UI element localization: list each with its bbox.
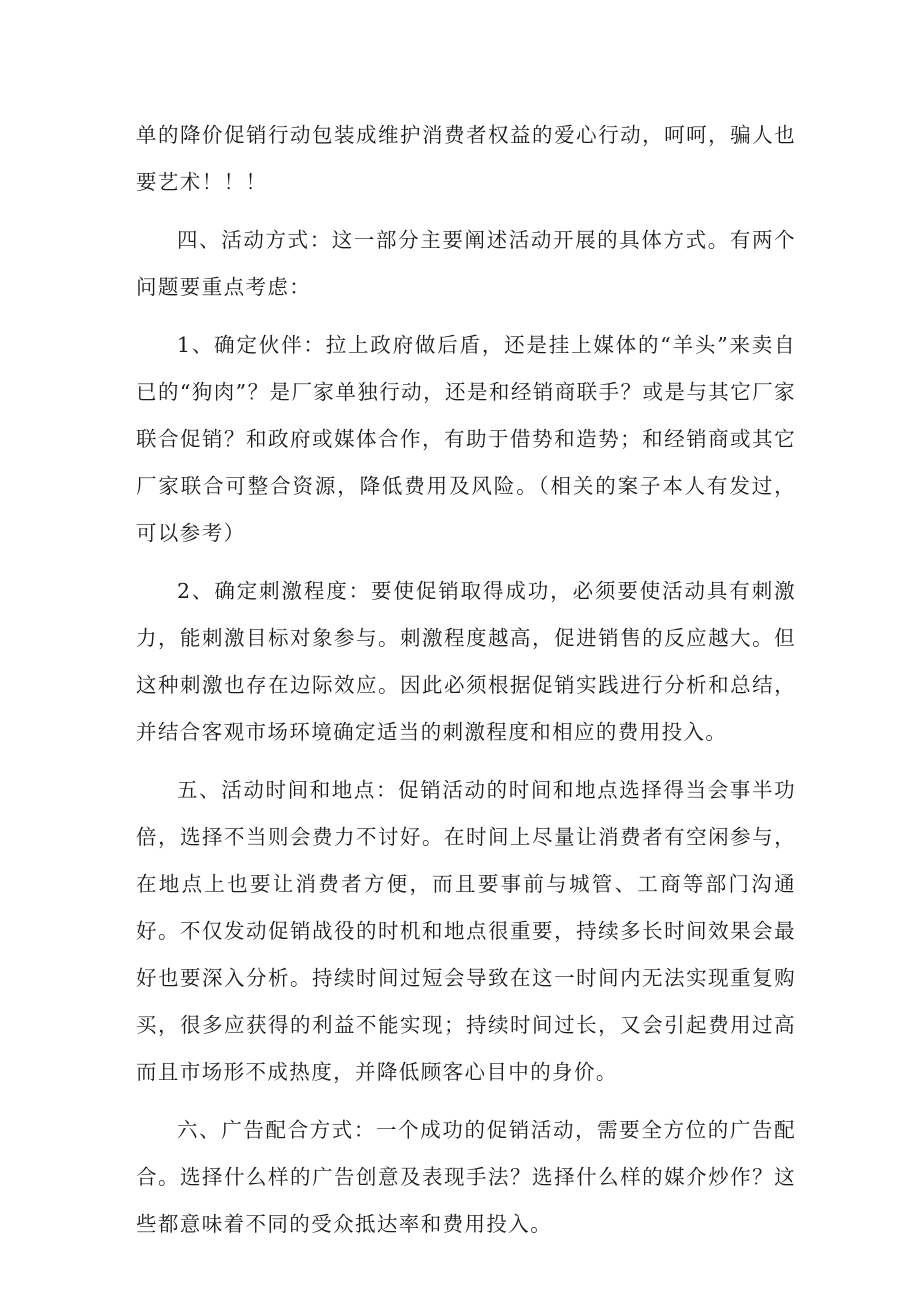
document-page <box>136 112 796 1259</box>
paragraph-time-and-place: 五、活动时间和地点：促销活动的时间和地点选择得当会事半功倍，选择不当则会费力不讨好。在时间上尽量让消费者有空闲参与，在地点上也要让消费者方便，而且要事前与城管、工商等部门沟通好。不仅发动促销战役的时机和地点很重要，持续多长时间效果会最好也要深入分析。持续时间过短会导致在这一时间内无法实现重复购买，很多应获得的利益不能实现；持续时间过长，又会引起费用过高而且市场形不成热度，并降低顾客心目中的身价。 <box>136 778 796 1084</box>
paragraph-stimulus-level: 2、确定刺激程度：要使促销取得成功，必须要使活动具有刺激力，能刺激目标对象参与。刺激程度越高，促进销售的反应越大。但这种刺激也存在边际效应。因此必须根据促销实践进行分析和总结，并结合客观市场环境确定适当的刺激程度和相应的费用投入。 <box>136 579 796 744</box>
paragraph-continuation: 单的降价促销行动包装成维护消费者权益的爱心行动，呵呵，骗人也要艺术！！！ <box>136 123 796 194</box>
paragraph-activity-method: 四、活动方式：这一部分主要阐述活动开展的具体方式。有两个问题要重点考虑： <box>136 228 796 299</box>
paragraph-determine-partner: 1、确定伙伴：拉上政府做后盾，还是挂上媒体的“羊头”来卖自已的“狗肉”？是厂家单独行动，还是和经销商联手？或是与其它厂家联合促销？和政府或媒体合作，有助于借势和造势；和经销商或其它厂家联合可整合资源，降低费用及风险。（相关的案子本人有发过，可以参考） <box>136 333 796 545</box>
paragraph-advertising: 六、广告配合方式：一个成功的促销活动，需要全方位的广告配合。选择什么样的广告创意及表现手法？选择什么样的媒介炒作？这些都意味着不同的受众抵达率和费用投入。 <box>136 1118 796 1236</box>
